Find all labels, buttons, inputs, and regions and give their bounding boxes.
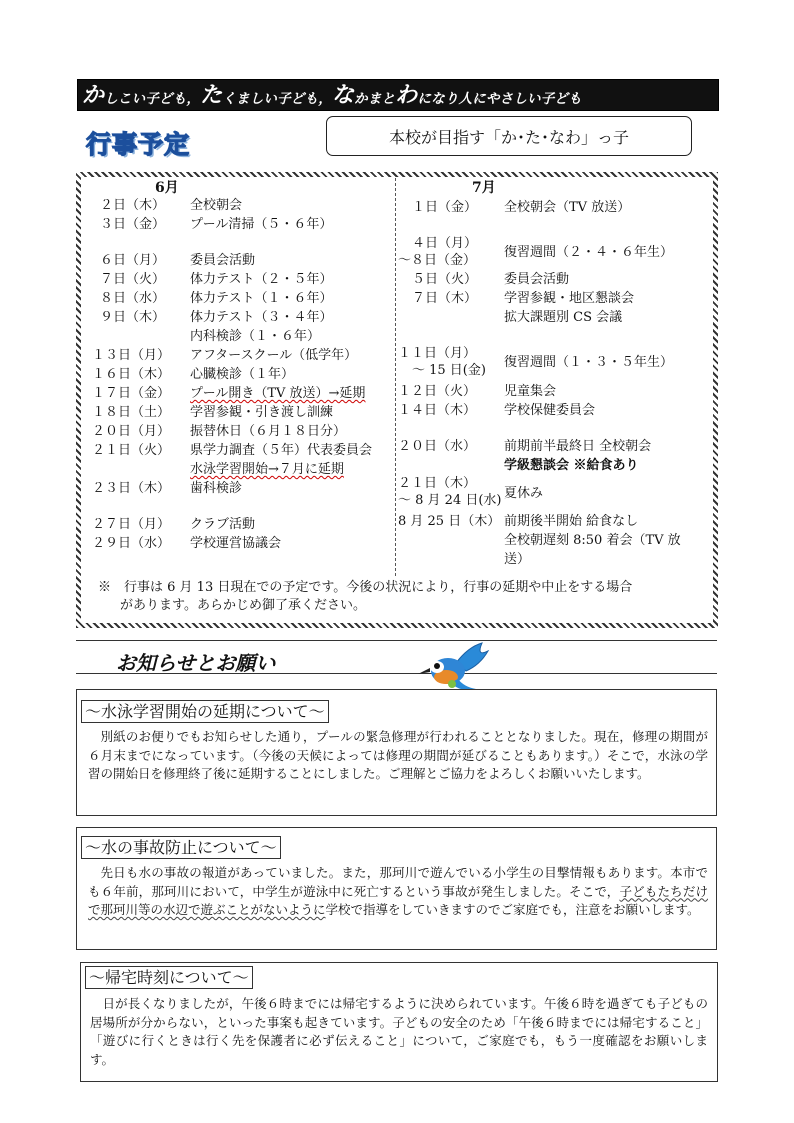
water-safety-emphasis: 子どもたちだけで那珂川等の水辺で遊ぶことがないように [88,883,708,918]
notice-title-water-safety: ～水の事故防止について～ [81,836,281,859]
notice-body-return-time: 日が長くなりましたが，午後６時までには帰宅するように決められています。午後６時を過ぎても子どもの居場所が分からない，といった事案も起きています。子どもの安全のため「午後６時までには帰宅すること」「遊びに行くときは行く先を保護者に必ず伝えること」について，ご家庭でも，もう一度確認をお願いします。 [90,996,708,1067]
slogan-text-1: しこい子ども， [104,91,201,107]
schedule-column-divider [395,178,396,576]
notices-heading: お知らせとお願い [116,651,276,675]
slogan-char-wa: わ [395,83,418,108]
section-title-events: 行事予定 [86,130,191,159]
slogan-text-4: になり人にやさしい子ども [417,91,582,107]
slogan-char-ta: た [200,83,223,108]
slogan-banner [77,79,719,111]
kingfisher-bird-icon [416,641,502,695]
july-header: 7月 [472,180,496,196]
notice-title-swim-delay: ～水泳学習開始の延期について～ [81,700,329,723]
june-header: 6月 [155,180,179,196]
slogan-text-3: かまと [354,91,396,107]
notice-body-water-safety: 先日も水の事故の報道があっていました。また，那珂川で遊んでいる小学生の目撃情報もあります。本市でも６年前，那珂川において，中学生が遊泳中に死亡するという事故が発生しました。そこで，子どもたちだけで那珂川等の水辺で遊ぶことがないように学校で指導をしていきますのでご家庭でも，注意をお願いします。 [88,865,708,918]
schedule-frame [76,172,718,628]
notices-rule-top [76,640,717,641]
slogan-char-na: な [331,83,355,108]
schedule-footnote-line1: ※ 行事は 6 月 13 日現在での予定です。今後の状況により，行事の延期や中止をする場合 [98,580,633,595]
slogan-char-ka: か [82,83,105,108]
motto-box: 本校が目指す「か･た･なわ」っ子 [326,116,692,156]
slogan-text-2: くましい子ども， [222,91,332,107]
notice-title-return-time: ～帰宅時刻について～ [85,966,253,989]
notice-body-swim-delay: 別紙のお便りでもお知らせした通り，プールの緊急修理が行われることとなりました。現在，修理の期間が６月末までになっています。（今後の天候によっては修理の期間が延びることもあります。）そこで，水泳の学習の開始日を修理終了後に延期することにしました。ご理解とご協力をよろしくお願いいたします。 [88,729,708,782]
schedule-footnote-line2: があります。あらかじめ御了承ください。 [120,598,366,613]
